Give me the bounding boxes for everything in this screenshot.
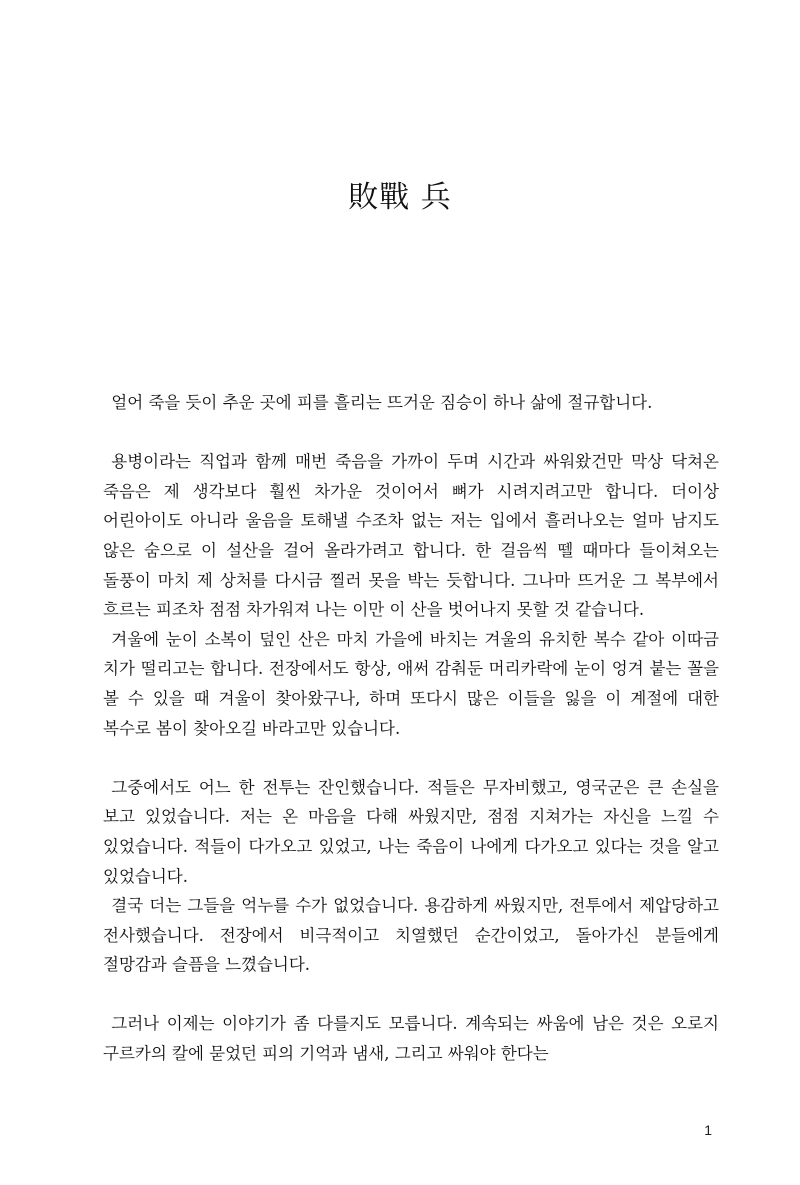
paragraph: 겨울에 눈이 소복이 덮인 산은 마치 가을에 바치는 겨울의 유치한 복수 같아 이따금 치가 떨리고는 합니다. 전장에서도 항상, 애써 감춰둔 머리카락에 눈이 엉겨 붙는 꼴을 볼 수 있을 때 겨울이 찾아왔구나, 하며 또다시 많은 이들을 잃을 이 계절에 대한 복수로 봄이 찾아오길 바라고만 있습니다. — [103, 629, 719, 738]
paragraph: 얼어 죽을 듯이 추운 곳에 피를 흘리는 뜨거운 짐승이 하나 삶에 절규합니다. — [111, 393, 653, 412]
paragraph: 그러나 이제는 이야기가 좀 다를지도 모릅니다. 계속되는 싸움에 남은 것은 오로지 구르카의 칼에 묻었던 피의 기억과 냄새, 그리고 싸워야 한다는 — [103, 1014, 719, 1064]
page-number: 1 — [704, 1122, 712, 1138]
page-title: 敗戰 兵 — [348, 180, 452, 215]
paragraph: 결국 더는 그들을 억누를 수가 없었습니다. 용감하게 싸웠지만, 전투에서 제압당하고 전사했습니다. 전장에서 비극적이고 치열했던 순간이었고, 돌아가신 분들에게 절망감과 슬픔을 느꼈습니다. — [103, 896, 719, 975]
paragraph: 용병이라는 직업과 함께 매번 죽음을 가까이 두며 시간과 싸워왔건만 막상 닥쳐온 죽음은 제 생각보다 훨씬 차가운 것이어서 뼈가 시려지려고만 합니다. 더이상 어린아이도 아니라 울음을 토해낼 수조차 없는 저는 입에서 흘러나오는 얼마 남지도 않은 숨으로 이 설산을 걸어 올라가려고 합니다. 한 걸음씩 뗄 때마다 들이쳐오는 돌풍이 마치 제 상처를 다시금 찔러 못을 박는 듯합니다. 그나마 뜨거운 그 복부에서 흐르는 피조차 점점 차가워져 나는 이만 이 산을 벗어나지 못할 것 같습니다. — [103, 452, 719, 620]
body-text — [103, 388, 719, 1069]
paragraph: 그중에서도 어느 한 전투는 잔인했습니다. 적들은 무자비했고, 영국군은 큰 손실을 보고 있었습니다. 저는 온 마음을 다해 싸웠지만, 점점 지쳐가는 자신을 느낄 수 있었습니다. 적들이 다가오고 있었고, 나는 죽음이 나에게 다가오고 있다는 것을 알고 있었습니다. — [103, 777, 719, 886]
